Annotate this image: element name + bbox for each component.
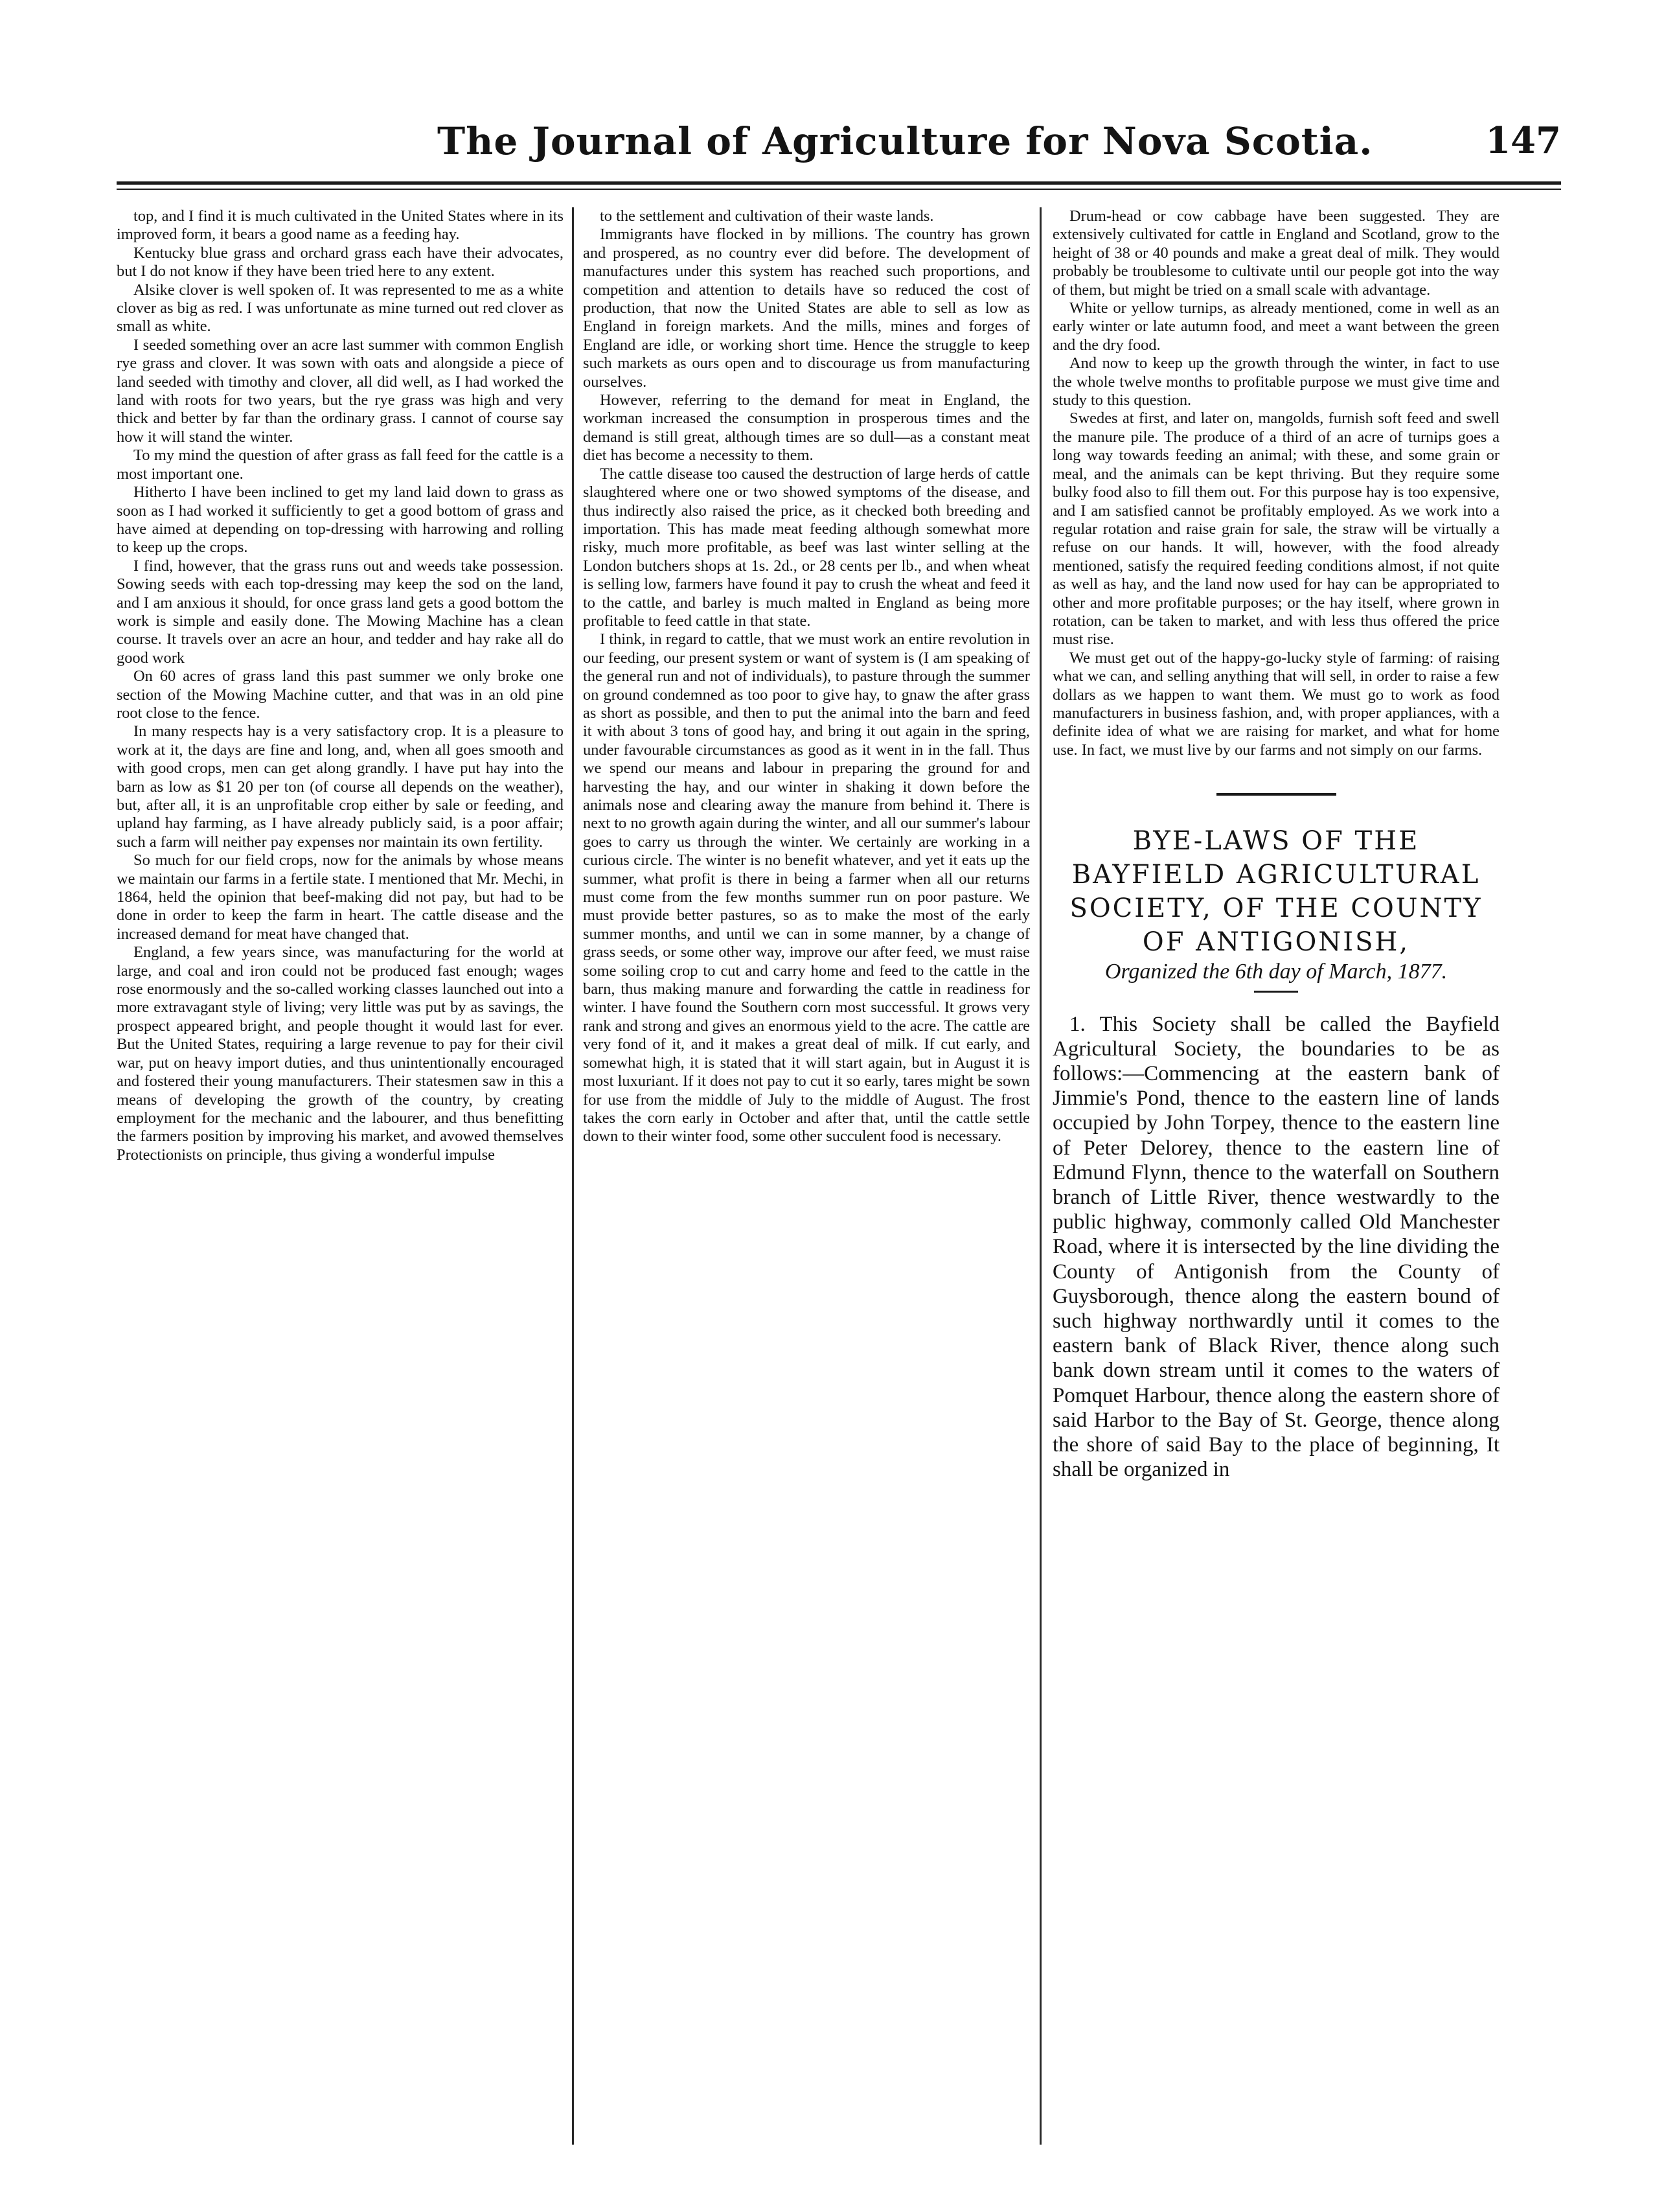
column-2 (583, 207, 1030, 2151)
bylaws-heading: BYE-LAWS OF THE BAYFIELD AGRICULTURAL SOCIETY, OF THE COUNTY OF ANTIGONISH, (1069, 826, 1483, 958)
running-head-title: The Journal of Agriculture for Nova Scotia. (437, 119, 1373, 163)
page-header (117, 115, 1561, 174)
header-rule-thick (117, 181, 1561, 185)
paragraph: I seeded something over an acre last summer with common English rye grass and clover. It was sown with oats and alongside a piece of land seeded with timothy and clover, all did well, as I had worked the land with roots for two years, but the rye grass was high and very thick and better by far than the ordinary grass. I cannot of course say how it will stand the winter. (117, 336, 564, 446)
paragraph: Swedes at first, and later on, mangolds, furnish soft feed and swell the manure pile. The produce of a third of an acre of turnips goes a long way towards feeding an animal; with these, and some grain or meal, and the animals can be kept thriving. But they require some bulky food also to fill them out. For this purpose hay is too expensive, and I am satisfied cannot be profitably employed. As we work into a regular rotation and raise grain for sale, the straw will be virtually a refuse on our hands. It will, however, with the food already mentioned, satisfy the required feeding conditions almost, if not quite as well as hay, and the land now used for hay can be appropriated to other and more profitable purposes; or the hay itself, where grown in rotation, can be taken to market, and with less thus offered the price must rise. (1053, 409, 1500, 649)
paragraph: So much for our field crops, now for the animals by whose means we maintain our farms in a fertile state. I mentioned that Mr. Mechi, in 1864, held the opinion that beef-making did not pay, but had to be done in order to keep the farm in heart. The cattle disease and the increased demand for meat have changed that. (117, 851, 564, 943)
bylaw-article-1: 1. This Society shall be called the Bayfield Agricultural Society, the boundaries to be as follows:—Commencing at the eastern bank of Jimmie's Pond, thence to the eastern line of lands occupied by John Torpey, thence to the eastern line of Peter Delorey, thence to the eastern line of Edmund Flynn, thence to the waterfall on Southern branch of Little River, thence westwardly to the public highway, commonly called Old Manchester Road, where it is intersected by the line dividing the County of Antigonish from the County of Guysborough, thence along the eastern bound of such highway northwardly until it comes to the eastern bank of Black River, thence along such bank down stream until it comes to the waters of Pomquet Harbour, thence along the eastern shore of said Harbor to the Bay of St. George, thence along the shore of said Bay to the place of beginning, It shall be organized in (1053, 1012, 1500, 1482)
paragraph: We must get out of the happy-go-lucky style of farming: of raising what we can, and selling anything that will sell, in order to raise a few dollars as we happen to want them. We must go to work as food manufacturers in business fashion, and, with proper appliances, with a definite idea of what we are raising for market, and what for home use. In fact, we must live by our farms and not simply on our farms. (1053, 649, 1500, 759)
paragraph: To my mind the question of after grass as fall feed for the cattle is a most important one. (117, 446, 564, 483)
paragraph: Kentucky blue grass and orchard grass each have their advocates, but I do not know if they have been tried here to any extent. (117, 244, 564, 281)
paragraph: However, referring to the demand for meat in England, the workman increased the consumption in prosperous times and the demand is still great, although times are so dull—as a constant meat diet has become a necessity to them. (583, 391, 1030, 465)
paragraph: Alsike clover is well spoken of. It was represented to me as a white clover as big as red. I was unfortunate as mine turned out red clover as small as white. (117, 281, 564, 336)
page-number: 147 (1485, 119, 1561, 162)
paragraph: to the settlement and cultivation of their waste lands. (600, 207, 934, 225)
paragraph: In many respects hay is a very satisfactory crop. It is a pleasure to work at it, the days are fine and long, and, when all goes smooth and with good crops, men can get along grandly. I have put hay into the barn as low as $1 20 per ton (of course all depends on the weather), but, after all, it is an unprofitable crop either by sale or feeding, and upland hay farming, as I have already publicly said, is a poor affair; such a farm will neither pay expenses nor maintain its own fertility. (117, 722, 564, 851)
column-divider (1040, 207, 1042, 2145)
paragraph: On 60 acres of grass land this past summer we only broke one section of the Mowing Machine cutter, and that was in an old pine root close to the fence. (117, 667, 564, 722)
paragraph: And now to keep up the growth through the winter, in fact to use the whole twelve months to profitable purpose we must give time and study to this question. (1053, 354, 1500, 409)
header-rule-thin (117, 189, 1561, 190)
paragraph: I think, in regard to cattle, that we must work an entire revolution in our feeding, our present system or want of system is (I am speaking of the general run and not of individuals), to pasture through the summer on ground condemned as too poor to give hay, to gnaw the after grass as short as possible, and then to put the animal into the barn and feed it with about 3 tons of good hay, and bring it out again in the spring, under favourable circumstances as good as it went in in the fall. Thus we spend our means and labour in preparing the ground for and harvesting the hay, and our winter in shaking it down before the animals nose and clearing away the manure from behind it. There is next to no growth again during the winter, and all our summer's labour goes to carry us through the winter. We certainly are working in a curious circle. The winter is no benefit whatever, and yet it eats up the summer, what profit is there in being a farmer when all our returns must come from the few months summer run on poor pasture. We must provide better pastures, so as to make the most of the early summer months, and until we can in some manner, by a change of grass seeds, or some other way, improve our after feed, we must raise some soiling crop to cut and carry home and feed to the cattle in the barn, thus making manure and forwarding the cattle in readiness for winter. I have found the Southern corn most successful. It grows very rank and strong and gives an enormous yield to the acre. The cattle are very fond of it, and it makes a great deal of milk. If cut early, and somewhat high, it is stated that it will start again, but in August it is most luxuriant. If it does not pay to cut it so early, tares might be sown for use from the middle of July to the middle of August. The frost takes the corn early in October and after that, until the cattle settle down to their winter food, some other succulent food is necessary. (583, 630, 1030, 1146)
paragraph: England, a few years since, was manufacturing for the world at large, and coal and iron could not be produced fast enough; wages rose enormously and the so-called working classes launched out into a more extravagant style of living; very little was put by as savings, the prospect appeared bright, and people thought it would last for ever. But the United States, requiring a large revenue to pay for their civil war, put on heavy import duties, and thus unintentionally encouraged and fostered their young manufacturers. Their statesmen saw in this a means of developing the growth of the country, by creating employment for the mechanic and the labourer, and thus benefitting the farmers position by improving his market, and avowed themselves Protectionists on principle, thus giving a wonderful impulse (117, 943, 564, 1164)
paragraph: White or yellow turnips, as already mentioned, come in well as an early winter or late autumn food, and meet a want between the green and the dry food. (1053, 299, 1500, 354)
paragraph: The cattle disease too caused the destruction of large herds of cattle slaughtered where one or two showed symptoms of the disease, and thus indirectly also raised the price, as it checked both breeding and importation. This has made meat feeding although somewhat more risky, much more profitable, as beef was last winter selling at the London butchers shops at 1s. 2d., or 28 cents per lb., and when wheat is selling low, farmers have found it pay to crush the wheat and feed it to the cattle, and barley is much malted in England as being more profitable to feed cattle in that state. (583, 465, 1030, 630)
bylaws-subheading: Organized the 6th day of March, 1877. (1104, 960, 1448, 984)
paragraph: top, and I find it is much cultivated in the United States where in its improved form, it bears a good name as a feeding hay. (117, 207, 564, 244)
paragraph: Immigrants have flocked in by millions. The country has grown and prospered, as no country ever did before. The development of manufactures under this system has reached such proportions, and competition and attention to details have so reduced the cost of production, that now the United States are able to sell as low as England in foreign markets. And the mills, mines and forges of England are idle, or working short time. Hence the struggle to keep such markets as ours open and to discourage us from manufacturing ourselves. (583, 225, 1030, 391)
column-3 (1053, 207, 1500, 2151)
column-1 (117, 207, 564, 2151)
paragraph: I find, however, that the grass runs out and weeds take possession. Sowing seeds with each top-dressing may keep the sod on the land, and I am anxious it should, for once grass land gets a good bottom the work is simple and easily done. The Mowing Machine has a clean course. It travels over an acre an hour, and tedder and hay rake all do good work (117, 557, 564, 667)
column-divider (572, 207, 574, 2145)
subheading-rule (1254, 991, 1298, 993)
paragraph: Hitherto I have been inclined to get my land laid down to grass as soon as I had worked it sufficiently to get a good bottom of grass and have aimed at depending on top-dressing with harrowing and rolling to keep up the crops. (117, 483, 564, 557)
section-divider (1216, 793, 1336, 796)
paragraph: Drum-head or cow cabbage have been suggested. They are extensively cultivated for cattle in England and Scotland, grow to the height of 38 or 40 pounds and make a great deal of milk. They would probably be troublesome to cultivate until our people got into the way of them, but might be tried on a small scale with advantage. (1053, 207, 1500, 299)
